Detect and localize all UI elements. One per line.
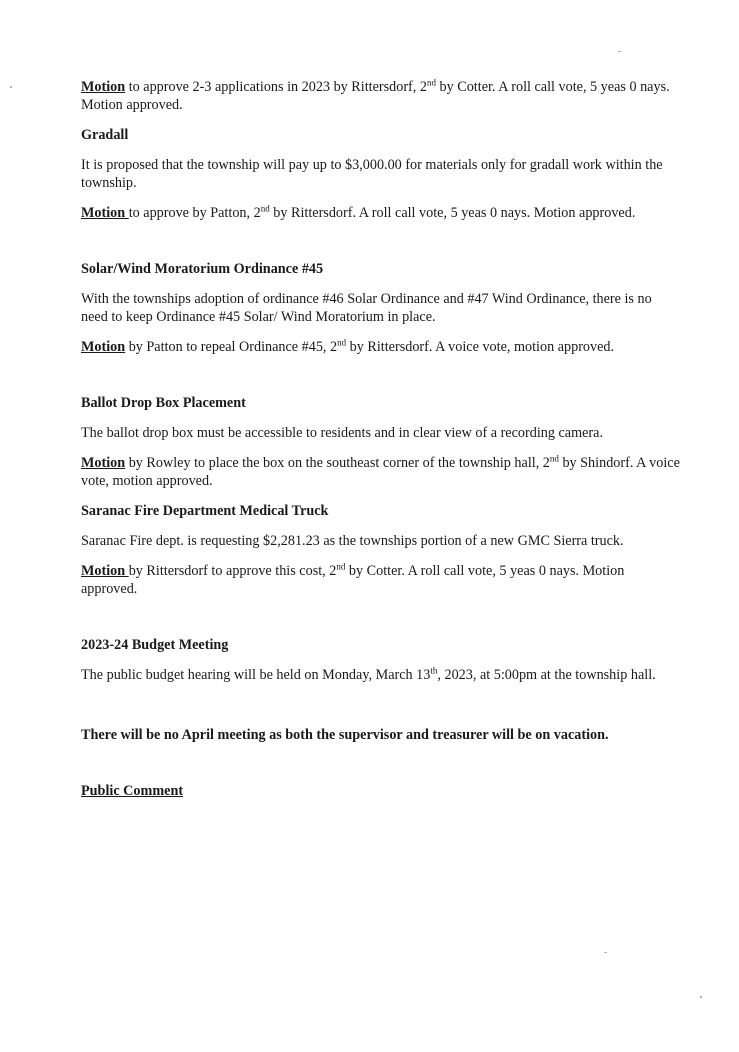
motion-text: by Cotter. A roll call vote, 5 yeas 0 nays. Motion approved. — [81, 79, 670, 113]
motion-text: by Shindorf. A voice vote, motion approved. — [81, 455, 680, 489]
motion-label: Motion — [81, 79, 126, 95]
body-text: The public budget hearing will be held on Monday, March 13 — [81, 667, 431, 683]
ordinal-suffix: nd — [260, 203, 270, 214]
section-gap — [81, 696, 681, 726]
motion-text: to approve by Patton, 2 — [128, 205, 261, 221]
section-body — [81, 666, 681, 684]
ordinal-suffix: nd — [336, 561, 346, 572]
ordinal-suffix: nd — [426, 77, 436, 88]
motion-paragraph — [81, 78, 681, 114]
motion-paragraph — [81, 204, 681, 222]
motion-text: to approve 2-3 applications in 2023 by Rittersdorf, 2 — [125, 79, 427, 95]
motion-text: by Rowley to place the box on the southeast corner of the township hall, 2 — [125, 455, 550, 471]
motion-text: by Patton to repeal Ordinance #45, 2 — [125, 339, 338, 355]
section-body: The ballot drop box must be accessible to residents and in clear view of a recording camera. — [81, 425, 603, 441]
section-gap — [81, 234, 681, 260]
motion-paragraph — [81, 338, 681, 356]
motion-paragraph — [81, 562, 681, 598]
public-comment-heading: Public Comment — [81, 783, 184, 799]
motion-label: Motion — [81, 455, 126, 471]
scan-speck — [604, 952, 607, 953]
ordinal-suffix: nd — [337, 337, 347, 348]
scan-speck — [10, 86, 12, 88]
motion-label: Motion — [81, 563, 129, 579]
section-gap — [81, 610, 681, 636]
ordinal-suffix: nd — [549, 453, 559, 464]
motion-text: by Rittersdorf. A roll call vote, 5 yeas 0 nays. Motion approved. — [269, 205, 636, 221]
motion-text: by Rittersdorf to approve this cost, 2 — [128, 563, 337, 579]
section-heading-ballot: Ballot Drop Box Placement — [81, 395, 246, 411]
section-gap — [81, 756, 681, 782]
scan-speck — [618, 51, 621, 52]
section-body: Saranac Fire dept. is requesting $2,281.23 as the townships portion of a new GMC Sierra truck. — [81, 533, 624, 549]
section-heading-fire: Saranac Fire Department Medical Truck — [81, 503, 329, 519]
minutes-page — [81, 78, 681, 800]
body-text: , 2023, at 5:00pm at the township hall. — [437, 667, 656, 683]
section-heading-budget: 2023-24 Budget Meeting — [81, 637, 229, 653]
no-april-meeting-notice: There will be no April meeting as both the supervisor and treasurer will be on vacation. — [81, 727, 609, 743]
motion-paragraph — [81, 454, 681, 490]
scan-speck — [700, 996, 702, 998]
motion-text: by Cotter. A roll call vote, 5 yeas 0 nays. Motion approved. — [81, 563, 625, 597]
section-gap — [81, 368, 681, 394]
motion-text: by Rittersdorf. A voice vote, motion approved. — [346, 339, 615, 355]
ordinal-suffix: th — [430, 665, 438, 676]
section-body: It is proposed that the township will pay up to $3,000.00 for materials only for gradall work within the township. — [81, 157, 663, 191]
section-body: With the townships adoption of ordinance #46 Solar Ordinance and #47 Wind Ordinance, there is no need to keep Ordinance #45 Solar/ Wind Moratorium in place. — [81, 291, 652, 325]
section-heading-solar: Solar/Wind Moratorium Ordinance #45 — [81, 261, 324, 277]
section-heading-gradall: Gradall — [81, 127, 129, 143]
motion-label: Motion — [81, 205, 129, 221]
motion-label: Motion — [81, 339, 126, 355]
